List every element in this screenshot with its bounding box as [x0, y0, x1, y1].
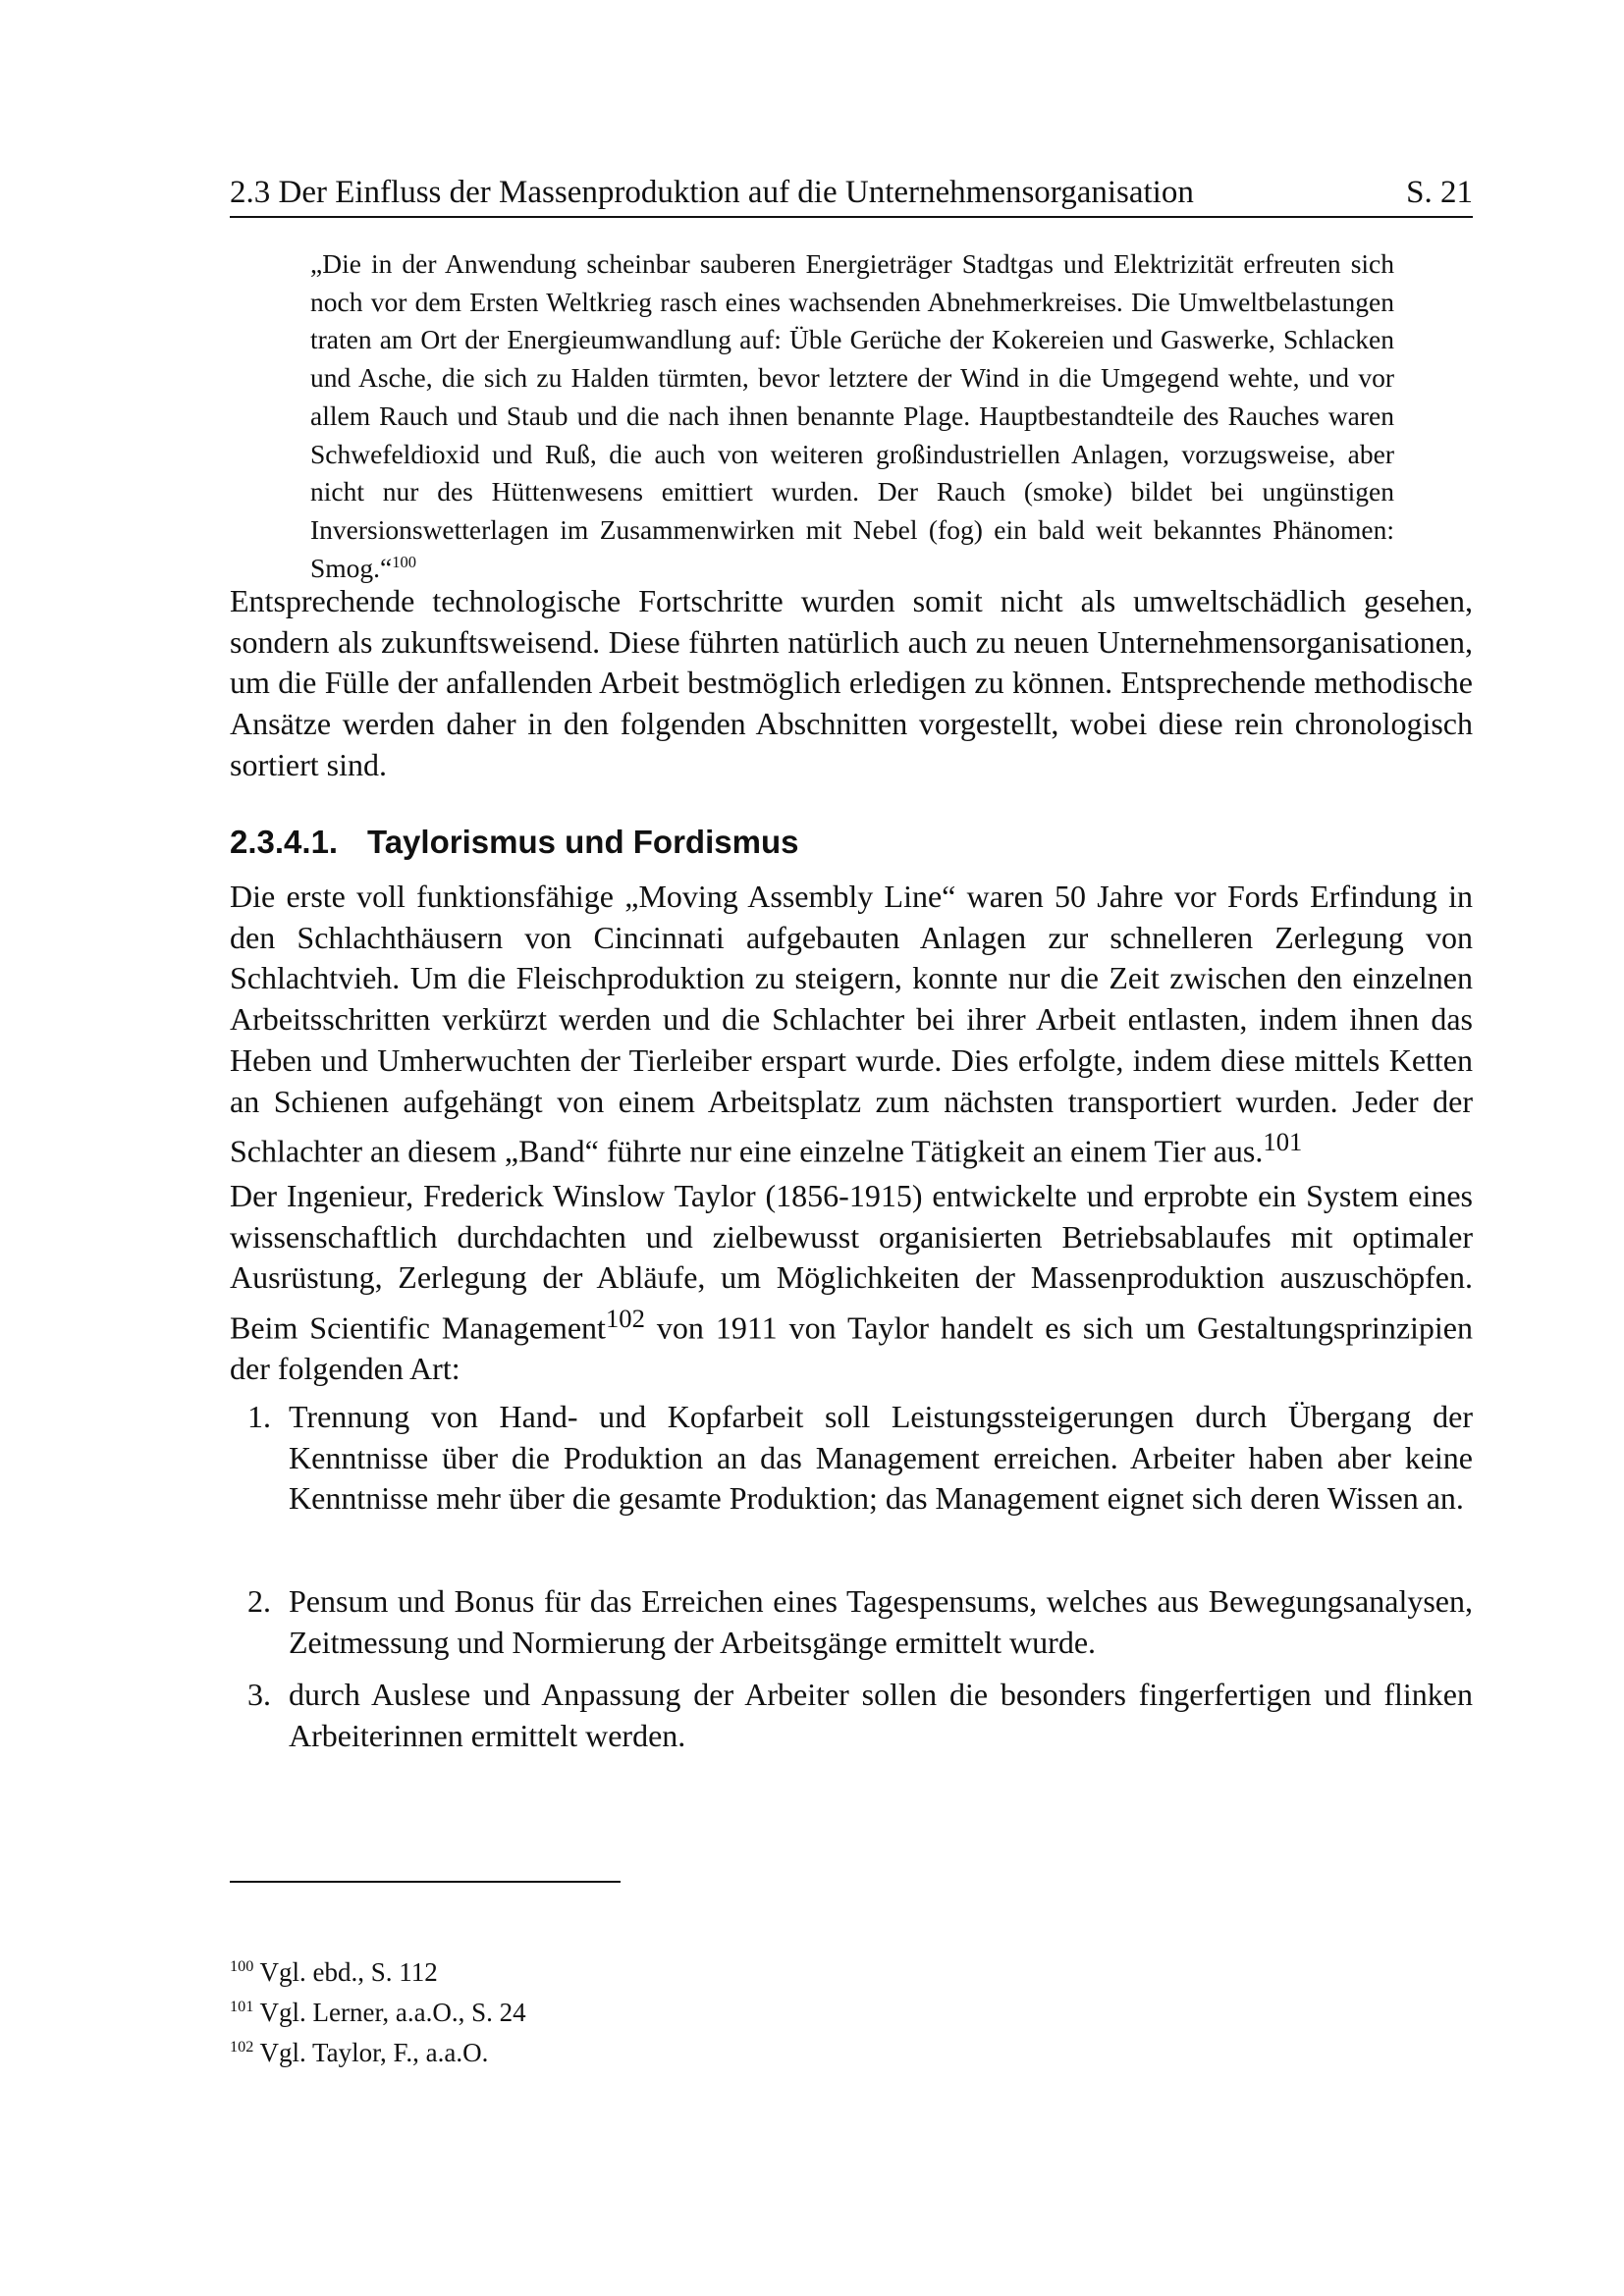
- footnote-number: 101: [230, 1998, 254, 2015]
- list-number: 1.: [247, 1399, 271, 1434]
- section-title: Taylorismus und Fordismus: [367, 824, 799, 860]
- paragraph-taylor-text-2: von 1911 von Taylor handelt es sich um Gestaltungsprinzipien der folgenden Art:: [230, 1309, 1474, 1387]
- list-number: 3.: [247, 1677, 271, 1712]
- section-heading: [230, 823, 798, 862]
- footnote-ref-100[interactable]: 100: [392, 552, 417, 571]
- running-header: [230, 173, 1473, 218]
- footnote-number: 102: [230, 2038, 254, 2056]
- footnote: [230, 2036, 488, 2069]
- header-title: 2.3 Der Einfluss der Massenproduktion auf die Unternehmensorganisation: [230, 175, 1194, 210]
- list-text: Trennung von Hand- und Kopfarbeit soll Leistungssteigerungen durch Übergang der Kenntnisse über die Produktion an das Management erreichen. Arbeiter haben aber keine Kenntnisse mehr über die gesamte Produktion; das Management eignet sich deren Wissen an.: [289, 1399, 1473, 1517]
- paragraph-intro: Entsprechende technologische Fortschritte wurden somit nicht als umweltschädlich gesehen, sondern als zukunftsweisend. Diese führten natürlich auch zu neuen Unternehmensorganisationen, um die Fülle der anfallenden Arbeit bestmöglich erledigen zu können. Entsprechende methodische Ansätze werden daher in den folgenden Abschnitten vorgestellt, wobei diese rein chronologisch sortiert sind.: [230, 583, 1473, 782]
- list-item: [247, 1581, 1473, 1663]
- paragraph-assembly-line: [230, 877, 1473, 1173]
- footnote: [230, 1996, 526, 2029]
- page-number: S. 21: [1406, 175, 1473, 210]
- section-number: 2.3.4.1.: [230, 824, 339, 860]
- footnote: [230, 1955, 438, 1989]
- list-item: [247, 1397, 1473, 1520]
- footnote-text: Vgl. ebd., S. 112: [259, 1957, 438, 1987]
- footnote-ref-101[interactable]: 101: [1263, 1127, 1303, 1157]
- quote-text: „Die in der Anwendung scheinbar sauberen Energieträger Stadtgas und Elektrizität erfreuten sich noch vor dem Ersten Weltkrieg rasch eines wachsenden Abnehmerkreises. Die Umweltbelastungen traten am Ort der Energieumwandlung auf: Üble Gerüche der Kokereien und Gaswerke, Schlacken und Asche, die sich zu Halden türmten, bevor letztere der Wind in die Umgegend wehte, und vor allem Rauch und Staub und die nach ihnen benannte Plage. Hauptbestandteile des Rauches waren Schwefeldioxid und Ruß, die auch von weiteren großindustriellen Anlagen, vorzugsweise, aber nicht nur des Hüttenwesens emittiert wurden. Der Rauch (smoke) bildet bei ungünstigen Inversionswetterlagen im Zusammenwirken mit Nebel (fog) ein bald weit bekanntes Phänomen: Smog.“: [310, 248, 1394, 583]
- list-text: Pensum und Bonus für das Erreichen eines Tagespensums, welches aus Bewegungsanalysen, Zeitmessung und Normierung der Arbeitsgänge ermittelt wurde.: [289, 1583, 1473, 1660]
- paragraph-assembly-line-text: Die erste voll funktionsfähige „Moving Assembly Line“ waren 50 Jahre vor Fords Erfindung in den Schlachthäusern von Cincinnati aufgebauten Anlagen zur schnelleren Zerlegung von Schlachtvieh. Um die Fleischproduktion zu steigern, konnte nur die Zeit zwischen den einzelnen Arbeitsschritten verkürzt werden und die Schlachter bei ihrer Arbeit entlasten, indem ihnen das Heben und Umherwuchten der Tierleiber erspart wurde. Dies erfolgte, indem diese mittels Ketten an Schienen aufgehängt von einem Arbeitsplatz zum nächsten transportiert wurden. Jeder der Schlachter an diesem „Band“ führte nur eine einzelne Tätigkeit an einem Tier aus.: [230, 879, 1473, 1169]
- paragraph-taylor: [230, 1176, 1473, 1390]
- footnote-text: Vgl. Taylor, F., a.a.O.: [259, 2038, 489, 2067]
- list-text: durch Auslese und Anpassung der Arbeiter sollen die besonders fingerfertigen und flinken Arbeiterinnen ermittelt werden.: [289, 1677, 1473, 1753]
- list-number: 2.: [247, 1583, 271, 1619]
- footnote-ref-102[interactable]: 102: [605, 1304, 645, 1334]
- block-quote: [310, 245, 1394, 587]
- footnote-separator: [230, 1881, 621, 1883]
- list-item: [247, 1675, 1473, 1756]
- footnote-text: Vgl. Lerner, a.a.O., S. 24: [259, 1998, 526, 2027]
- paragraph-taylor-text-1: Der Ingenieur, Frederick Winslow Taylor (1856-1915) entwickelte und erprobte ein System eines wissenschaftlich durchdachten und zielbewusst organisierten Betriebsablaufes mit optimaler Ausrüstung, Zerlegung der Abläufe, um Möglichkeiten der Massenproduktion auszuschöpfen. Beim Scientific Management: [230, 1178, 1473, 1346]
- footnote-number: 100: [230, 1957, 254, 1975]
